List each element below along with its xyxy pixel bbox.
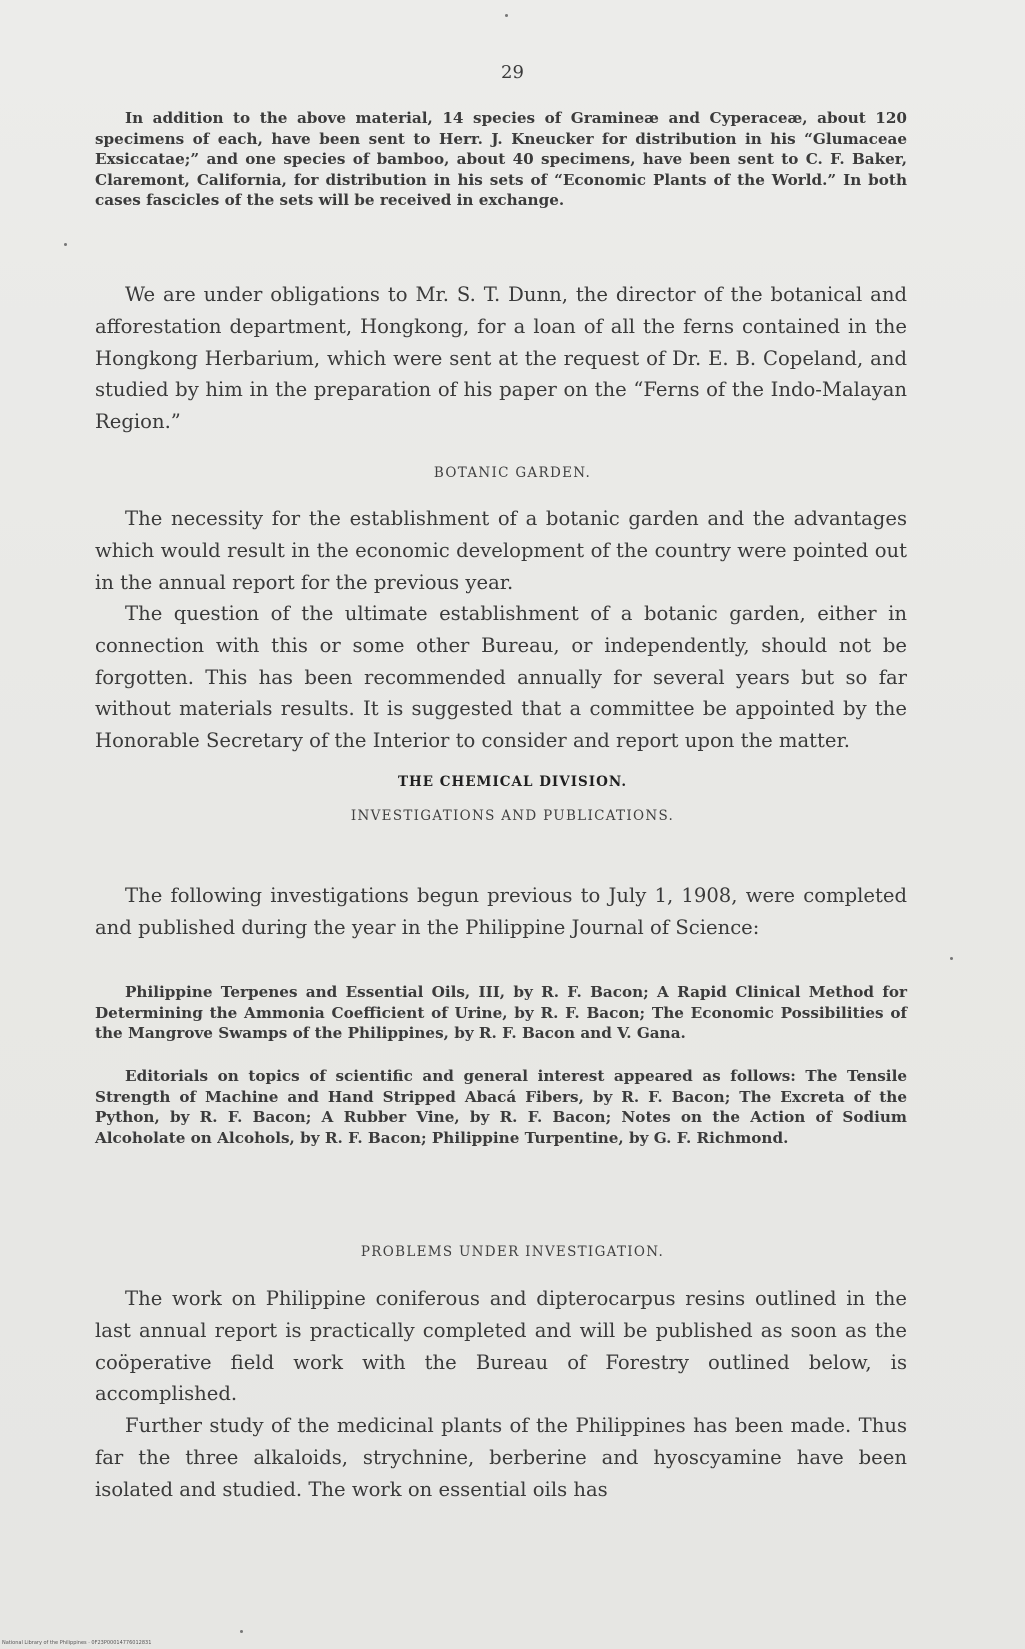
- scan-speck: [64, 243, 67, 246]
- page-number: 29: [501, 62, 524, 83]
- paragraph-investigations-completed: The following investigations begun previous to July 1, 1908, were completed and published during the year in the Philippine Journal of Science:: [95, 884, 907, 939]
- paragraph-obligations-dunn: We are under obligations to Mr. S. T. Dunn, the director of the botanical and afforestation department, Hongkong, for a loan of all the ferns contained in the Hongkong Herbarium, which were sent at the request of Dr. E. B. Copeland, and studied by him in the preparation of his paper on the “Ferns of the Indo-Malayan Region.”: [95, 283, 907, 434]
- scan-speck: [240, 1630, 243, 1633]
- paragraph-medicinal-plants: Further study of the medicinal plants of the Philippines has been made. Thus far the three alkaloids, strychnine, berberine and hyoscyamine have been isolated and studied. The work on essential oils has: [95, 1414, 907, 1501]
- heading-investigations-publications: INVESTIGATIONS AND PUBLICATIONS.: [350, 808, 675, 824]
- paragraph-botanic-necessity: The necessity for the establishment of a botanic garden and the advantages which would result in the economic development of the country were pointed out in the annual report for the previous year.: [95, 507, 907, 594]
- paragraph-editorials: Editorials on topics of scientific and general interest appeared as follows: The Tensile Strength of Machine and Hand Stripped Abacá Fibers, by R. F. Bacon; The Excreta of the Python, by R. F. Bacon; A Rubber Vine, by R. F. Bacon; Notes on the Action of Sodium Alcoholate on Alcohols, by R. F. Bacon; Philippine Turpentine, by G. F. Richmond.: [95, 1067, 907, 1147]
- heading-problems-investigation: PROBLEMS UNDER INVESTIGATION.: [360, 1244, 665, 1260]
- heading-chemical-division: THE CHEMICAL DIVISION.: [397, 774, 628, 790]
- scan-speck: [505, 14, 508, 17]
- paragraph-specimens-distribution: In addition to the above material, 14 species of Gramineæ and Cyperaceæ, about 120 specimens of each, have been sent to Herr. J. Kneucker for distribution in his “Glumaceae Exsiccatae;” and one species of bamboo, about 40 specimens, have been sent to C. F. Baker, Claremont, California, for distribution in his sets of “Economic Plants of the World.” In both cases fascicles of the sets will be received in exchange.: [95, 109, 907, 210]
- scan-speck: [950, 957, 953, 960]
- scan-footer-attribution: National Library of the Philippines · 0F23P00014776012831: [2, 1640, 152, 1646]
- paragraph-resins-work: The work on Philippine coniferous and dipterocarpus resins outlined in the last annual report is practically completed and will be published as soon as the coöperative field work with the Bureau of Forestry outlined below, is accomplished.: [95, 1287, 907, 1406]
- paragraph-publications-list: Philippine Terpenes and Essential Oils, III, by R. F. Bacon; A Rapid Clinical Method for Determining the Ammonia Coefficient of Urine, by R. F. Bacon; The Economic Possibilities of the Mangrove Swamps of the Philippines, by R. F. Bacon and V. Gana.: [95, 983, 907, 1043]
- heading-botanic-garden: BOTANIC GARDEN.: [433, 465, 592, 481]
- paragraph-botanic-question: The question of the ultimate establishment of a botanic garden, either in connection with this or some other Bureau, or independently, should not be forgotten. This has been recommended annually for several years but so far without materials results. It is suggested that a committee be appointed by the Honorable Secretary of the Interior to consider and report upon the matter.: [95, 602, 907, 753]
